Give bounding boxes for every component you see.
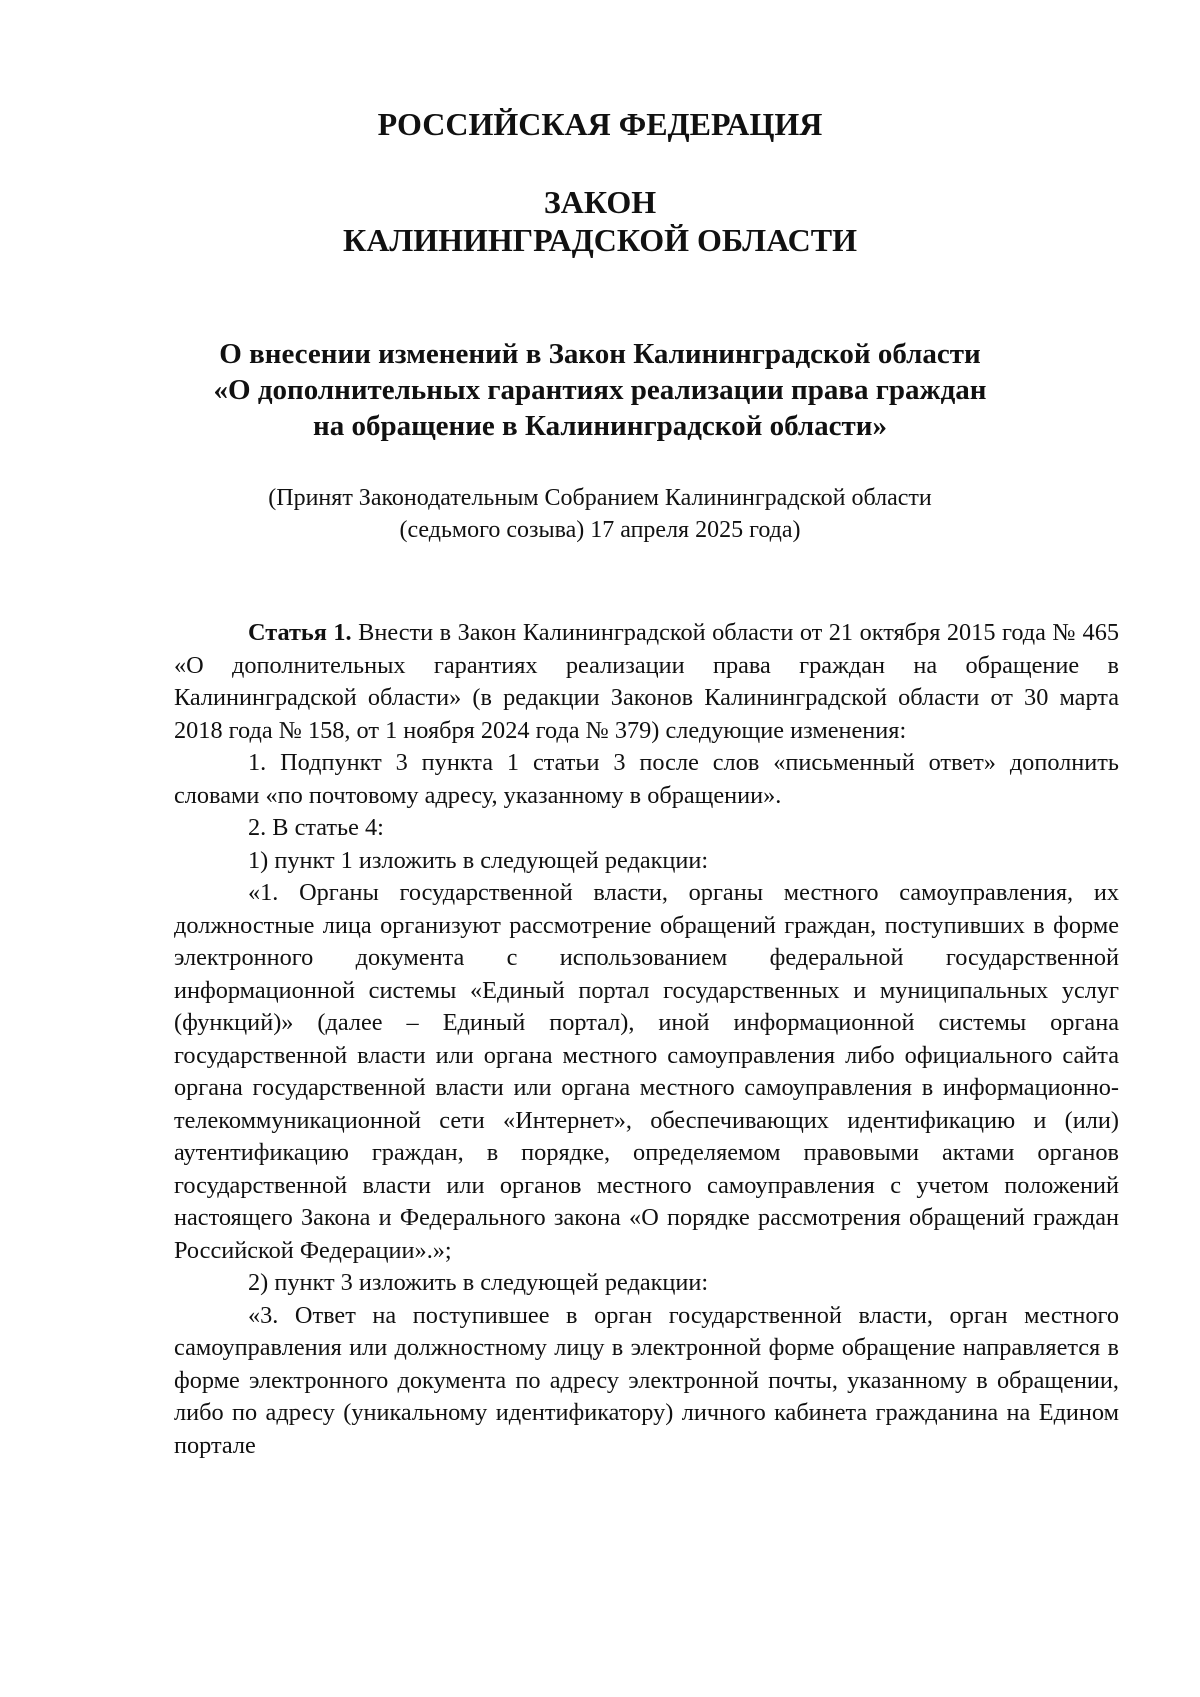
law-region-line: КАЛИНИНГРАДСКОЙ ОБЛАСТИ xyxy=(343,222,857,258)
law-title-line: на обращение в Калининградской области» xyxy=(313,410,887,442)
article-1-text: Внести в Закон Калининградской области от 21 октября 2015 года № 465 «О дополнительных гарантиях реализации права граждан на обращение в Калининградской области» (в редакции Законов Калининградской области от 30 марта 2018 года № 158, от 1 ноября 2024 года № 379) следующие изменения: xyxy=(174,619,1119,744)
law-body xyxy=(174,617,1119,1462)
amendment-paragraph: 2) пункт 3 изложить в следующей редакции: xyxy=(248,1269,709,1296)
amendment-paragraph: «1. Органы государственной власти, органы местного самоуправления, их должностные лица организуют рассмотрение обращений граждан, поступивших в форме электронного документа с использованием федеральной государственной информационной системы «Единый портал государственных и муниципальных услуг (функций)» (далее – Единый портал), иной информационной системы органа государственной власти или органа местного самоуправления либо официального сайта органа государственной власти или органа местного самоуправления в информационно-телекоммуникационной сети «Интернет», обеспечивающих идентификацию и (или) аутентификацию граждан, в порядке, определяемом правовыми актами органов государственной власти или органов местного самоуправления с учетом положений настоящего Закона и Федерального закона «О порядке рассмотрения обращений граждан Российской Федерации».»; xyxy=(174,879,1119,1264)
amendment-paragraph: 1. Подпункт 3 пункта 1 статьи 3 после слов «письменный ответ» дополнить словами «по почтовому адресу, указанному в обращении». xyxy=(174,749,1119,809)
article-1-label: Статья 1. xyxy=(248,619,352,646)
law-title xyxy=(0,336,1200,444)
country-heading: РОССИЙСКАЯ ФЕДЕРАЦИЯ xyxy=(377,106,823,142)
amendment-paragraph: «3. Ответ на поступившее в орган государственной власти, орган местного самоуправления или должностному лицу в электронной форме обращение направляется в форме электронного документа по адресу электронной почты, указанному в обращении, либо по адресу (уникальному идентификатору) личного кабинета гражданина на Едином портале xyxy=(174,1301,1119,1459)
law-heading xyxy=(0,183,1200,259)
article-1-paragraph xyxy=(174,617,1119,747)
adoption-note xyxy=(0,482,1200,546)
amendment-paragraph: 2. В статье 4: xyxy=(248,814,384,841)
law-title-line: О внесении изменений в Закон Калининградской области xyxy=(219,338,981,370)
adoption-note-line: (седьмого созыва) 17 апреля 2025 года) xyxy=(399,517,801,543)
law-title-line: «О дополнительных гарантиях реализации права граждан xyxy=(213,374,987,406)
law-type-line: ЗАКОН xyxy=(543,184,657,220)
amendment-paragraph: 1) пункт 1 изложить в следующей редакции: xyxy=(248,846,709,874)
adoption-note-line: (Принят Законодательным Собранием Калининградской области xyxy=(268,485,932,511)
